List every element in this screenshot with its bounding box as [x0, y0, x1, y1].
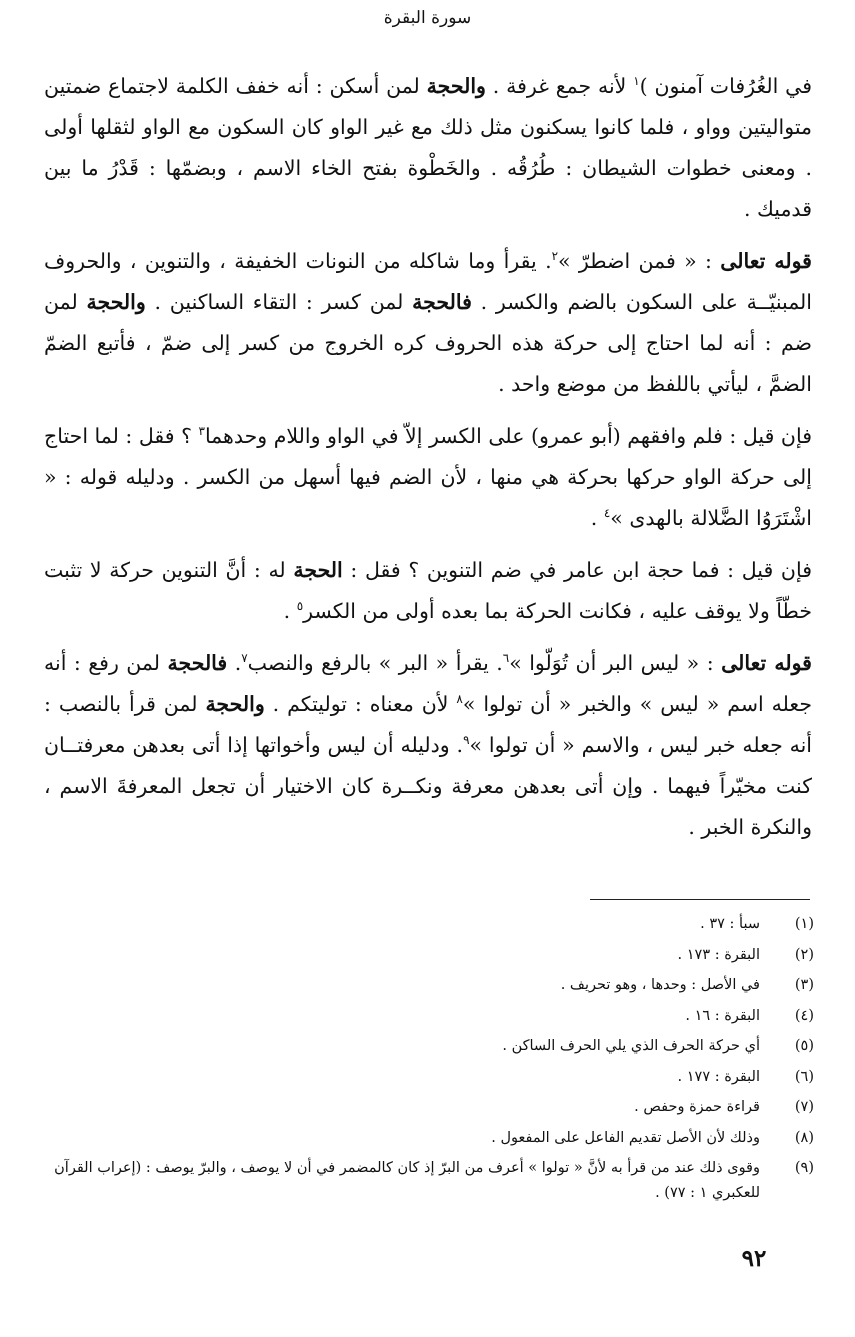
- footnote-item: [36, 973, 814, 998]
- para-text: لأن معناه : توليتكم .: [264, 692, 457, 716]
- para-text: : « فمن اضطرّ »: [558, 249, 721, 273]
- footnote-text: سبأ : ٣٧ .: [700, 916, 760, 932]
- footnote-ref-5[interactable]: ٥: [296, 599, 304, 614]
- footnote-text: قراءة حمزة وحفص .: [634, 1099, 760, 1115]
- keyword: والحجة: [426, 74, 486, 98]
- footnote-item: [36, 1156, 814, 1205]
- para-text: : « ليس البر أن تُوَلّوا »: [509, 651, 722, 675]
- para-text: لمن كسر : التقاء الساكنين .: [145, 290, 413, 314]
- footnotes-list: [36, 912, 814, 1211]
- footnote-ref-6[interactable]: ٦: [502, 651, 510, 666]
- footnote-number: (٧): [794, 1099, 814, 1115]
- para-text: . يقرأ « البر » بالرفع والنصب: [247, 651, 503, 675]
- footnote-ref-2[interactable]: ٢: [551, 249, 559, 264]
- footnote-text: وذلك لأن الأصل تقديم الفاعل على المفعول .: [491, 1129, 760, 1146]
- paragraph-1: [44, 66, 812, 230]
- footnote-ref-4[interactable]: ٤: [603, 506, 611, 521]
- para-text: .: [283, 599, 297, 623]
- keyword: قوله تعالى: [721, 651, 812, 675]
- para-text: في الغُرُفات آمنون ): [639, 74, 812, 98]
- para-text: .: [590, 506, 604, 530]
- footnote-divider: [590, 899, 810, 900]
- footnote-ref-7[interactable]: ٧: [241, 651, 248, 666]
- footnote-number: (٤): [794, 1007, 814, 1024]
- footnote-item: [36, 912, 814, 937]
- footnote-number: (٨): [794, 1129, 814, 1146]
- footnote-item: [36, 1065, 814, 1090]
- keyword: فالحجة: [412, 290, 472, 314]
- para-text: ؟ فقل : لما احتاج إلى حركة الواو حركها بحركة هي منها ، لأن الضم فيها أسهل من الكسر . ودليله قوله : « اشْتَرَوُا الضَّلالة بالهدى »: [44, 424, 812, 530]
- keyword: فالحجة: [167, 651, 228, 675]
- footnote-item: [36, 943, 814, 968]
- para-text: لمن ضم : أنه لما احتاج إلى حركة هذه الحروف كره الخروج من كسر إلى ضمّ ، فأتبع الضمّ الضمَّ ، ليأتي باللفظ من موضع واحد .: [44, 290, 812, 396]
- footnote-ref-1[interactable]: ١: [633, 74, 640, 89]
- para-text: .: [227, 651, 242, 675]
- paragraph-3: [44, 416, 812, 539]
- keyword: والحجة: [205, 692, 265, 716]
- footnote-number: (٢): [794, 946, 814, 963]
- footnote-number: (٩): [794, 1160, 814, 1176]
- para-text: . ودليله أن ليس وأخواتها إذا أتى بعدهن معرفتــان كنت مخيّراً فيهما . وإن أتى بعدهن معرفة ونكــرة كان الاختيار أن تجعل المعرفةَ الاسم ، والنكرة الخبر .: [44, 733, 812, 839]
- main-text: [44, 66, 812, 859]
- para-text: . يقرأ وما شاكله من النونات الخفيفة ، والتنوين ، والحروف المبنيّــة على السكون بالضم والكسر .: [44, 249, 812, 314]
- footnote-number: (٦): [794, 1068, 814, 1085]
- footnote-text: وقوى ذلك عند من قرأ به لأنَّ « تولوا » أعرف من البرّ إذ كان كالمضمر في أن لا يوصف ، والبرّ يوصف : (إعراب القرآن للعكبري ١ : ٧٧) .: [54, 1160, 760, 1201]
- paragraph-4: [44, 550, 812, 632]
- paragraph-2: [44, 241, 812, 405]
- keyword: الحجة: [293, 558, 343, 582]
- footnote-item: [36, 1126, 814, 1151]
- footnote-number: (٣): [794, 977, 814, 993]
- footnote-text: أي حركة الحرف الذي يلي الحرف الساكن .: [502, 1038, 760, 1054]
- footnote-number: (١): [794, 916, 814, 932]
- footnote-text: البقرة : ١٦ .: [685, 1007, 760, 1024]
- footnote-ref-3[interactable]: ٣: [198, 424, 205, 439]
- para-text: فإن قيل : فلم وافقهم (أبو عمرو) على الكسر إلاّ في الواو واللام وحدهما: [204, 424, 812, 448]
- footnote-item: [36, 1004, 814, 1029]
- para-text: له : أنَّ التنوين حركة لا تثبت خطّاً ولا يوقف عليه ، فكانت الحركة بما بعده أولى من الكسر: [44, 558, 812, 623]
- para-text: فإن قيل : فما حجة ابن عامر في ضم التنوين ؟ فقل :: [342, 558, 813, 582]
- footnote-text: البقرة : ١٧٧ .: [677, 1068, 760, 1085]
- footnote-ref-8[interactable]: ٨: [456, 692, 463, 707]
- keyword: قوله تعالى: [720, 249, 812, 273]
- paragraph-5: [44, 643, 812, 848]
- running-header: سورة البقرة: [383, 8, 472, 28]
- footnote-number: (٥): [794, 1038, 814, 1054]
- footnote-item: [36, 1034, 814, 1059]
- page-number: ٩٢: [741, 1245, 767, 1272]
- footnote-ref-9[interactable]: ٩: [463, 733, 470, 748]
- para-text: لمن قرأ بالنصب : أنه جعله خبر ليس ، والاسم « أن تولوا »: [44, 692, 812, 757]
- footnote-text: البقرة : ١٧٣ .: [677, 946, 760, 963]
- para-text: لمن أسكن : أنه خفف الكلمة لاجتماع ضمتين متواليتين وواو ، فلما كانوا يسكنون مثل ذلك مع غير الواو كان السكون مع الواو لثقلها أولى . ومعنى خطوات الشيطان : طُرُقُه . والخَطْوة بفتح الخاء الاسم ، وبضمّها : قَدْرُ ما بين قدميك .: [44, 74, 812, 221]
- footnote-text: في الأصل : وحدها ، وهو تحريف .: [560, 977, 760, 993]
- keyword: والحجة: [86, 290, 146, 314]
- para-text: لأنه جمع غرفة .: [485, 74, 634, 98]
- para-text: لمن رفع : أنه جعله اسم « ليس » والخبر « أن تولوا »: [44, 651, 812, 716]
- footnote-item: [36, 1095, 814, 1120]
